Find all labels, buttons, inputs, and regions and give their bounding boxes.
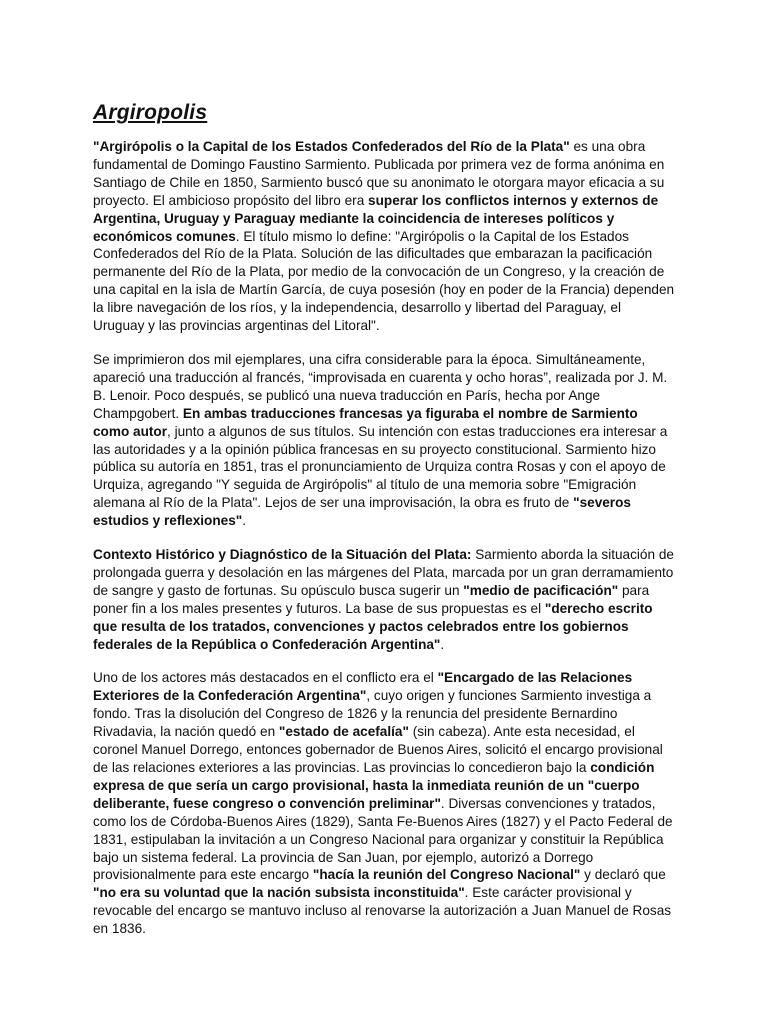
text-run: , junto a algunos de sus títulos. Su intención con estas traducciones era interesar a las autoridades y a la opinión pública francesas en su proyecto constitucional. Sarmiento hizo pública su autoría en 1851, tras el pronunciamiento de Urquiza contra Rosas y con el apoyo de Urquiza, agregando "Y seguida de Argirópolis" al título de una memoria sobre "Emigración alemana al Río de la Plata". Lejos de ser una improvisación, la obra es fruto de: [93, 423, 668, 511]
document-page: [93, 98, 675, 954]
paragraph-4: [93, 669, 675, 938]
bold-text-run: "Argirópolis o la Capital de los Estados Confederados del Río de la Plata": [93, 139, 570, 154]
paragraph-1: [93, 138, 675, 335]
bold-text-run: En ambas traducciones francesas ya figuraba el nombre de Sarmiento como autor: [93, 405, 638, 439]
document-title: Argiropolis: [93, 101, 208, 124]
text-run: . El título mismo lo define: "Argirópolis o la Capital de los Estados Confederados del Río de la Plata. Solución de las dificultades que embarazan la pacificación permanente del Río de la Plata, por medio de la convocación de un Congreso, y la creación de una capital en la isla de Martín García, de cuya posesión (hoy en poder de la Francia) dependen la libre navegación de los ríos, y la independencia, desarrollo y libertad del Paraguay, el Uruguay y las provincias argentinas del Litoral".: [93, 228, 675, 334]
document-body: [93, 138, 675, 938]
bold-text-run: condición expresa de que sería un cargo provisional, hasta la inmediata reunión de un "cuerpo deliberante, fuese congreso o convención preliminar": [93, 760, 655, 811]
text-run: Sarmiento aborda la situación de prolongada guerra y desolación en las márgenes del Plata, marcada por un gran derramamiento de sangre y gasto de fortunas. Su opúsculo busca sugerir un: [93, 547, 674, 598]
text-run: y declaró que: [580, 867, 666, 883]
bold-text-run: superar los conflictos internos y externos de Argentina, Uruguay y Paraguay mediante la coincidencia de intereses políticos y económicos comunes: [93, 192, 659, 244]
bold-text-run: "severos estudios y reflexiones": [93, 495, 631, 529]
bold-text-run: "estado de acefalía": [278, 724, 409, 740]
bold-text-run: "hacía la reunión del Congreso Nacional": [312, 867, 581, 883]
text-run: .: [242, 513, 247, 529]
bold-text-run: "no era su voluntad que la nación subsista inconstituida": [93, 885, 465, 901]
paragraph-2: [93, 351, 675, 530]
text-run: para poner fin a los males presentes y futuros. La base de sus propuestas es el: [93, 582, 650, 616]
paragraph-3: [93, 546, 675, 653]
text-run: , cuyo origen y funciones Sarmiento investiga a fondo. Tras la disolución del Congreso de 1826 y la renuncia del presidente Bernardino Rivadavia, la nación quedó en: [93, 688, 652, 740]
text-run: . Diversas convenciones y tratados, como los de Córdoba-Buenos Aires (1829), Santa Fe-Buenos Aires (1827) y el Pacto Federal de 1831, estipulaban la invitación a un Congreso Nacional para organizar y constituir la República bajo un sistema federal. La provincia de San Juan, por ejemplo, autorizó a Dorrego provisionalmente para este encargo: [93, 795, 673, 883]
bold-text-run: "medio de pacificación": [463, 582, 619, 598]
bold-text-run: "derecho escrito que resulta de los tratados, convenciones y pactos celebrados entre los gobiernos federales de la República o Confederación Argentina": [93, 600, 653, 652]
bold-text-run: Contexto Histórico y Diagnóstico de la Situación del Plata:: [93, 547, 472, 563]
bold-text-run: "Encargado de las Relaciones Exteriores de la Confederación Argentina": [93, 670, 633, 704]
text-run: (sin cabeza). Ante esta necesidad, el coronel Manuel Dorrego, entonces gobernador de Buenos Aires, solicitó el encargo provisional de las relaciones exteriores a las provincias. Las provincias lo concedieron bajo la: [93, 724, 663, 775]
text-run: . Este carácter provisional y revocable del encargo se mantuvo incluso al renovarse la autorización a Juan Manuel de Rosas en 1836.: [93, 885, 672, 937]
text-run: Uno de los actores más destacados en el conflicto era el: [93, 670, 438, 686]
text-run: .: [440, 636, 445, 652]
text-run: Se imprimieron dos mil ejemplares, una cifra considerable para la época. Simultáneamente, apareció una traducción al francés, “improvisada en cuarenta y ocho horas”, realizada por J. M. B. Lenoir. Poco después, se publicó una nueva traducción en París, hecha por Ange Champgobert.: [93, 351, 668, 421]
text-run: es una obra fundamental de Domingo Faustino Sarmiento. Publicada por primera vez de forma anónima en Santiago de Chile en 1850, Sarmiento buscó que su anonimato le otorgara mayor eficacia a su proyecto. El ambicioso propósito del libro era: [93, 139, 665, 208]
